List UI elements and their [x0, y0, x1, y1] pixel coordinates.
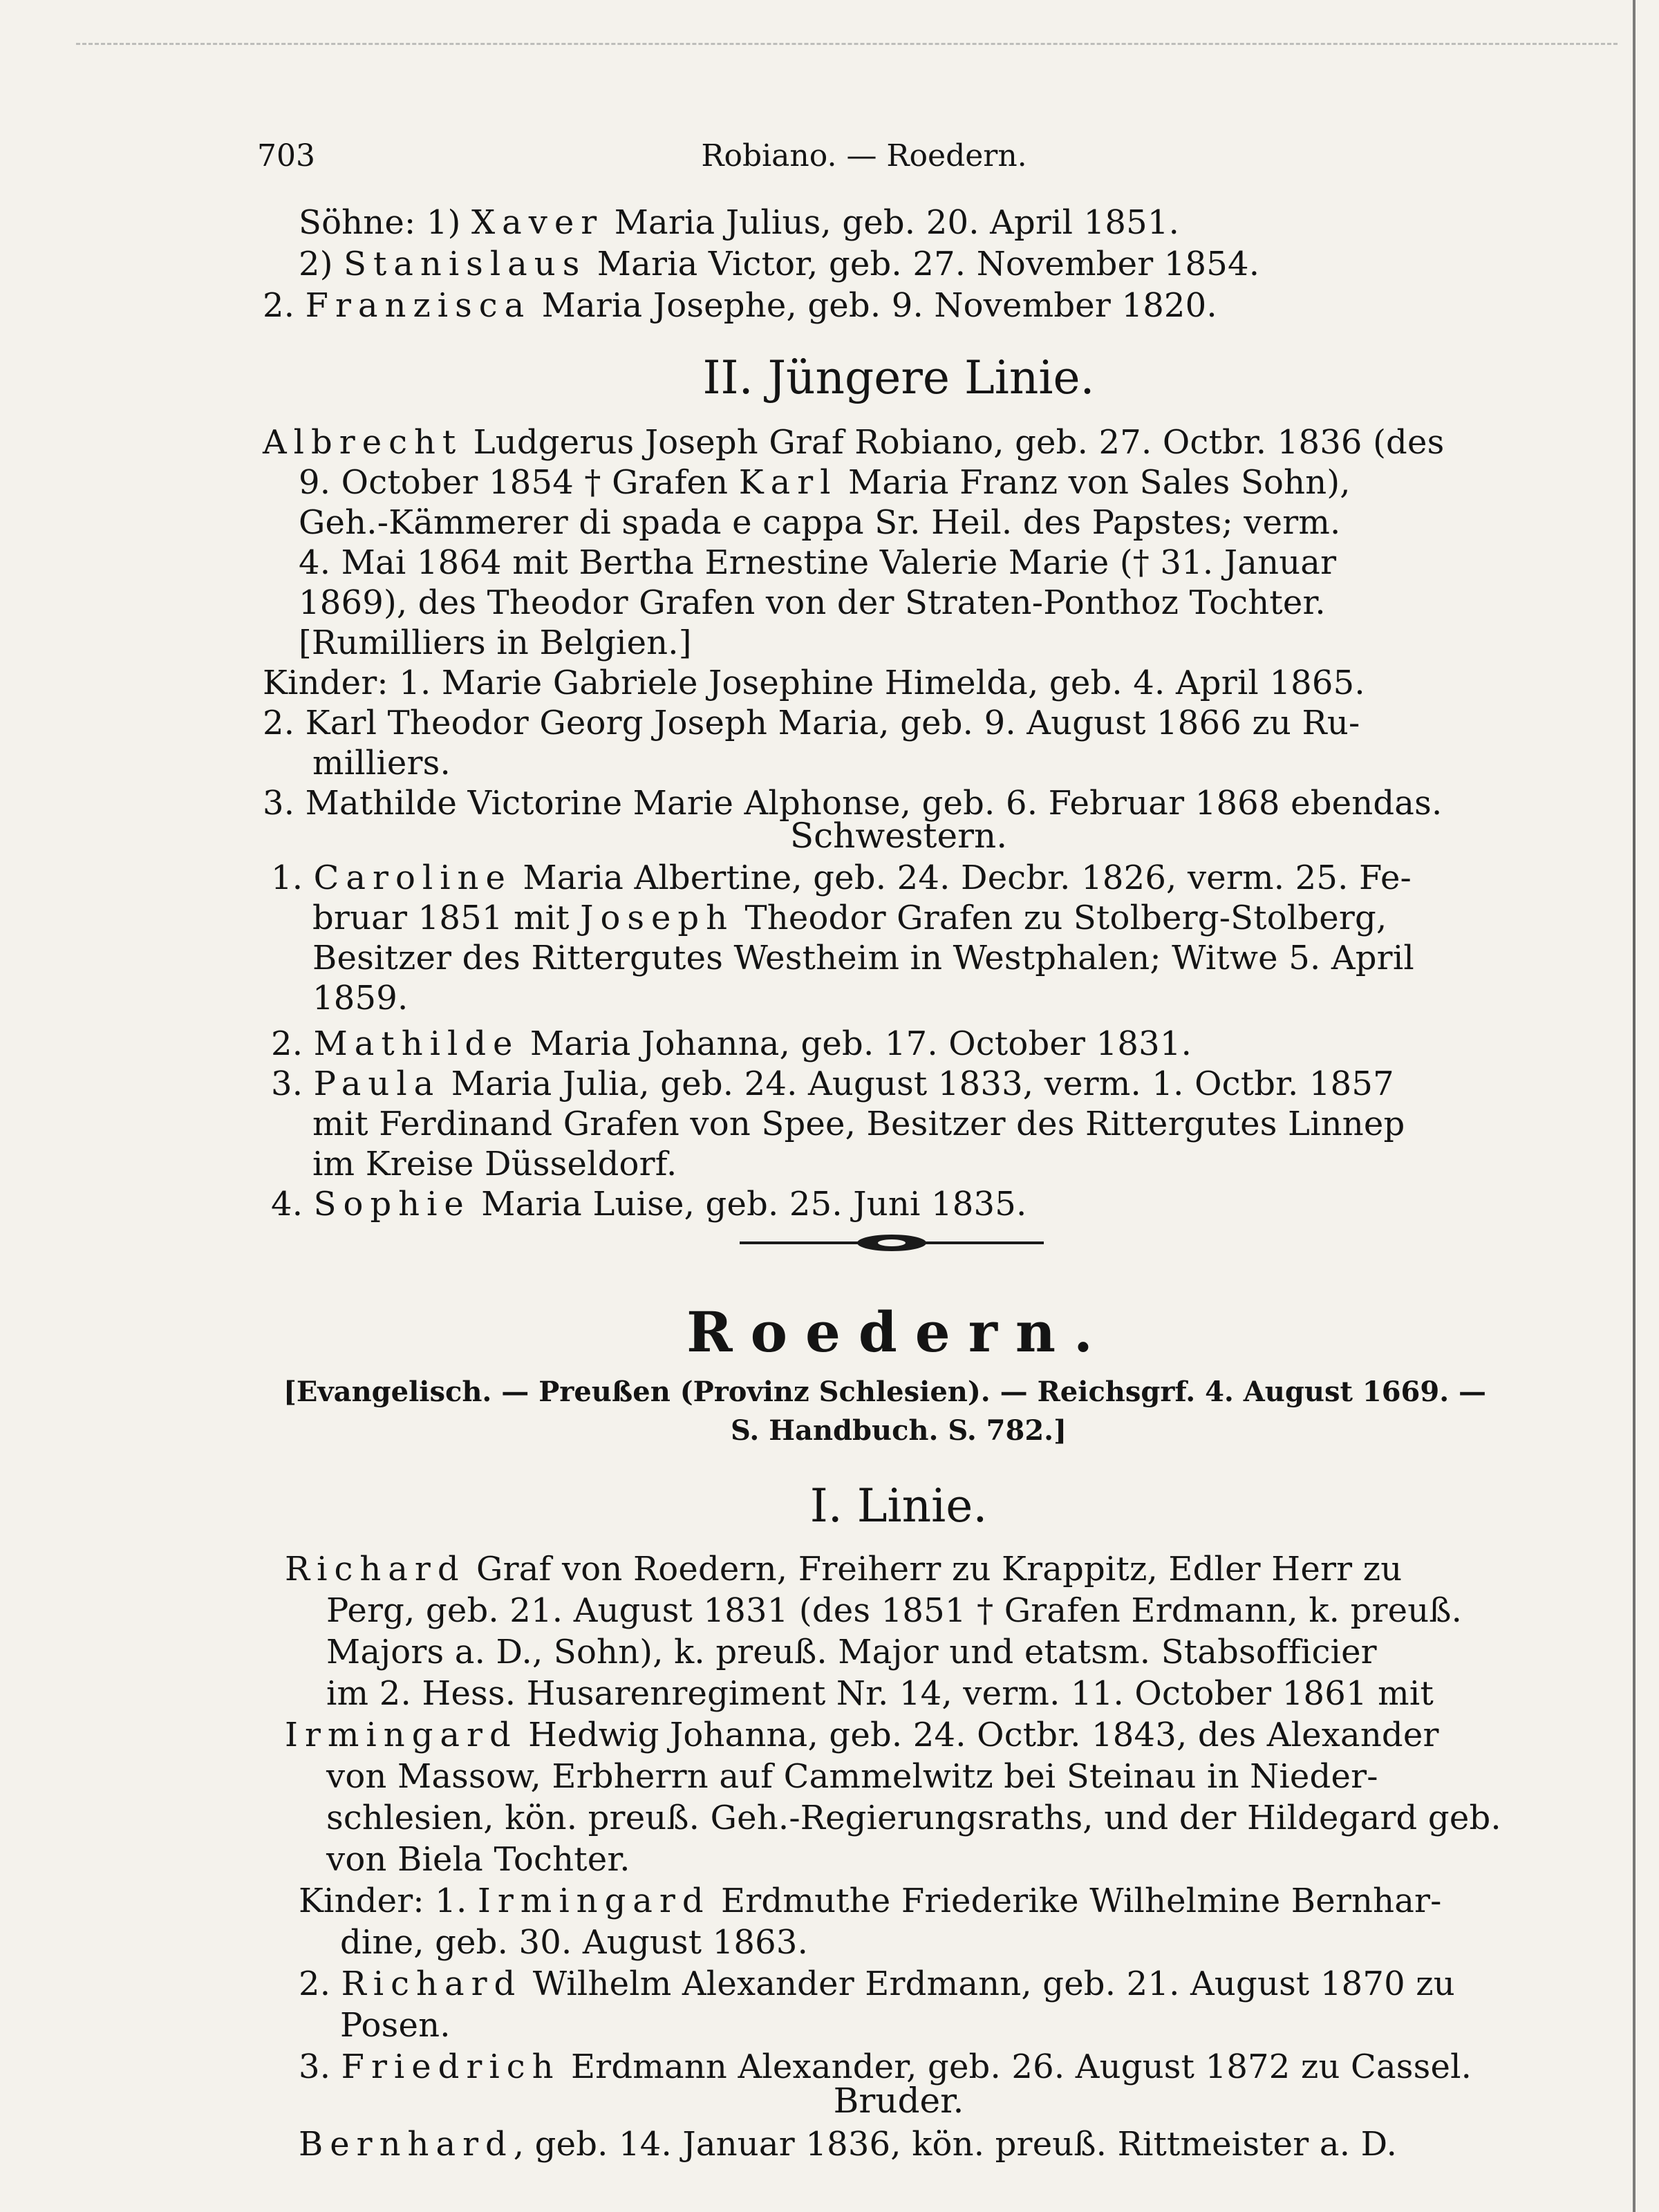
text-line: 3. Friedrich Erdmann Alexander, geb. 26. August 1872 zu Cassel. [299, 2047, 1472, 2086]
text-line: Kinder: 1. Marie Gabriele Josephine Himelda, geb. 4. April 1865. [263, 664, 1365, 702]
text-line: mit Ferdinand Grafen von Spee, Besitzer des Rittergutes Linnep [312, 1105, 1405, 1143]
text-line: 3. Mathilde Victorine Marie Alphonse, geb. 6. Februar 1868 ebendas. [263, 784, 1443, 823]
text-line: Söhne: 1) Xaver Maria Julius, geb. 20. April 1851. [299, 203, 1180, 242]
text-line: Irmingard Hedwig Johanna, geb. 24. Octbr. 1843, des Alexander [285, 1716, 1439, 1754]
text-line: schlesien, kön. preuß. Geh.-Regierungsraths, und der Hildegard geb. [326, 1799, 1501, 1837]
text-line: 1. Caroline Maria Albertine, geb. 24. Decbr. 1826, verm. 25. Fe- [271, 859, 1412, 897]
text-line: Besitzer des Rittergutes Westheim in Westphalen; Witwe 5. April [312, 939, 1414, 977]
text-line: Geh.-Kämmerer di spada e cappa Sr. Heil. des Papstes; verm. [299, 503, 1341, 542]
ornament-divider [740, 1235, 1044, 1251]
text-line: Albrecht Ludgerus Joseph Graf Robiano, geb. 27. Octbr. 1836 (des [263, 423, 1445, 462]
text-line: 4. Mai 1864 mit Bertha Ernestine Valerie Marie († 31. Januar [299, 543, 1337, 582]
text-line: Perg, geb. 21. August 1831 (des 1851 † Grafen Erdmann, k. preuß. [326, 1591, 1463, 1630]
family-info-line: [Evangelisch. — Preußen (Provinz Schlesien). — Reichsgrf. 4. August 1669. — [283, 1376, 1487, 1408]
text-line: Bernhard, geb. 14. Januar 1836, kön. preuß. Rittmeister a. D. [299, 2125, 1398, 2164]
section-heading: I. Linie. [809, 1479, 988, 1533]
text-line: 2. Richard Wilhelm Alexander Erdmann, geb. 21. August 1870 zu [299, 1965, 1455, 2003]
text-line: Majors a. D., Sohn), k. preuß. Major und etatsm. Stabsofficier [326, 1633, 1377, 1671]
text-line: milliers. [312, 744, 451, 782]
text-line: 2) Stanislaus Maria Victor, geb. 27. November 1854. [299, 245, 1260, 283]
text-line: bruar 1851 mit Joseph Theodor Grafen zu Stolberg-Stolberg, [312, 899, 1387, 937]
text-line: 9. October 1854 † Grafen Karl Maria Franz von Sales Sohn), [299, 463, 1351, 502]
subheading-schwestern: Schwestern. [789, 816, 1008, 856]
family-info-line: S. Handbuch. S. 782.] [730, 1414, 1067, 1447]
text-line: Posen. [340, 2006, 451, 2045]
scan-right-edge [1633, 0, 1635, 2212]
page-number: 703 [257, 138, 315, 174]
text-line: 2. Franzisca Maria Josephe, geb. 9. November 1820. [263, 286, 1217, 325]
text-line: 3. Paula Maria Julia, geb. 24. August 1833, verm. 1. Octbr. 1857 [271, 1065, 1394, 1103]
text-line: dine, geb. 30. August 1863. [340, 1923, 809, 1962]
text-line: 2. Mathilde Maria Johanna, geb. 17. October 1831. [271, 1024, 1192, 1063]
text-line: im 2. Hess. Husarenregiment Nr. 14, verm. 11. October 1861 mit [326, 1674, 1434, 1713]
text-line: 4. Sophie Maria Luise, geb. 25. Juni 1835. [271, 1185, 1027, 1224]
text-line: 1859. [312, 979, 409, 1018]
page-header [0, 138, 1659, 180]
text-line: Kinder: 1. Irmingard Erdmuthe Friederike Wilhelmine Bernhar- [299, 1882, 1442, 1920]
subheading-bruder: Bruder. [833, 2081, 964, 2121]
text-line: von Biela Tochter. [326, 1840, 630, 1879]
text-line: von Massow, Erbherrn auf Cammelwitz bei Steinau in Nieder- [326, 1757, 1378, 1796]
scan-top-edge [76, 43, 1618, 45]
text-line: Richard Graf von Roedern, Freiherr zu Krappitz, Edler Herr zu [285, 1550, 1403, 1588]
text-line: 1869), des Theodor Grafen von der Straten-Ponthoz Tochter. [299, 583, 1326, 622]
text-line: im Kreise Düsseldorf. [312, 1145, 677, 1183]
text-line: [Rumilliers in Belgien.] [299, 624, 692, 662]
text-line: 2. Karl Theodor Georg Joseph Maria, geb. 9. August 1866 zu Ru- [263, 704, 1360, 742]
family-title: Roedern. [686, 1300, 1111, 1365]
section-heading: II. Jüngere Linie. [702, 351, 1095, 404]
running-title: Robiano. — Roedern. [701, 138, 1027, 174]
